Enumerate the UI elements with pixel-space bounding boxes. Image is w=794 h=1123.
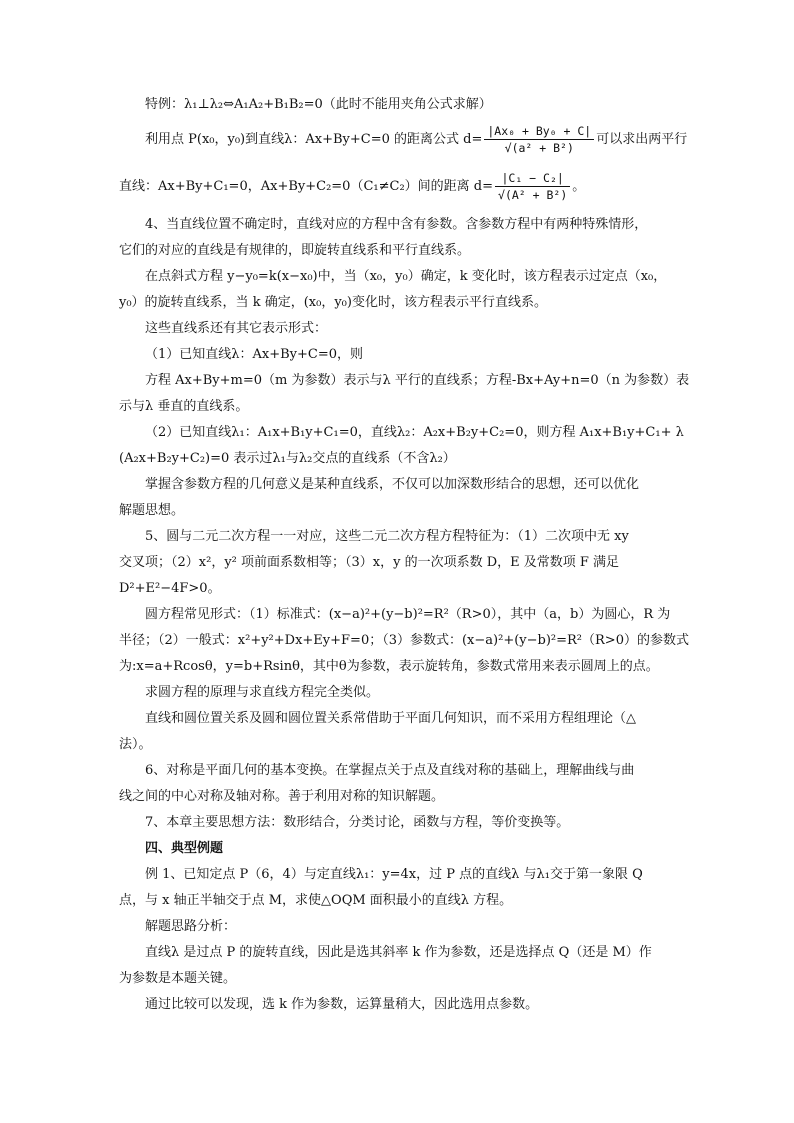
fraction-denominator: √(A² + B²) — [498, 188, 568, 202]
text-segment: 。 — [572, 179, 586, 194]
document-body — [119, 92, 690, 1018]
paragraph-line: 4、当直线位置不确定时，直线对应的方程中含有参数。含参数方程中有两种特殊情形， — [145, 217, 648, 232]
paragraph-line: 解题思路分析： — [145, 919, 237, 934]
paragraph-line: 求圆方程的原理与求直线方程完全类似。 — [145, 685, 380, 700]
text-segment: 利用点 P(x₀，y₀)到直线λ：Ax+By+C=0 的距离公式 d= — [145, 132, 483, 147]
fraction-denominator: √(a² + B²) — [504, 141, 574, 155]
paragraph-line: （1）已知直线λ：Ax+By+C=0，则 — [145, 347, 364, 362]
paragraph-special-case: 特例：λ₁⊥λ₂⇔A₁A₂+B₁B₂=0（此时不能用夹角公式求解） — [145, 97, 492, 112]
paragraph-line: 方程 Ax+By+m=0（m 为参数）表示与λ 平行的直线系；方程-Bx+Ay+n=0（n 为参数）表 — [145, 373, 690, 388]
paragraph-parallel-distance — [119, 162, 675, 212]
paragraph-line: 在点斜式方程 y−y₀=k(x−x₀)中，当（x₀，y₀）确定，k 变化时，该方程表示过定点（x₀， — [145, 269, 667, 284]
paragraph-line: 线之间的中心对称及轴对称。善于利用对称的知识解题。 — [119, 789, 445, 804]
paragraph-line: 5、圆与二元二次方程一一对应，这些二元二次方程方程特征为：（1）二次项中无 xy — [145, 529, 629, 544]
paragraph-line: 这些直线系还有其它表示形式： — [145, 321, 328, 336]
paragraph-distance-formula — [119, 118, 688, 162]
section-heading: 四、典型例题 — [145, 841, 224, 856]
paragraph-line: 直线和圆位置关系及圆和圆位置关系常借助于平面几何知识，而不采用方程组理论（△ — [145, 711, 636, 726]
paragraph-line: 通过比较可以发现，选 k 作为参数，运算量稍大，因此选用点参数。 — [145, 997, 539, 1012]
paragraph-line: y₀）的旋转直线系，当 k 确定，(x₀，y₀)变化时，该方程表示平行直线系。 — [119, 295, 547, 310]
paragraph-line: （2）已知直线λ₁：A₁x+B₁y+C₁=0，直线λ₂：A₂x+B₂y+C₂=0，则方程 A₁x+B₁y+C₁+ λ — [145, 425, 684, 440]
paragraph-line: 示与λ 垂直的直线系。 — [119, 399, 249, 414]
paragraph-line: 掌握含参数方程的几何意义是某种直线系，不仅可以加深数形结合的思想，还可以优化 — [145, 477, 640, 492]
paragraph-line: D²+E²−4F>0。 — [119, 581, 221, 596]
paragraph-line: 半径；（2）一般式：x²+y²+Dx+Ey+F=0；（3）参数式：(x−a)²+(y−b)²=R²（R>0）的参数式 — [119, 633, 689, 648]
paragraph-line: 它们的对应的直线是有规律的，即旋转直线系和平行直线系。 — [119, 243, 471, 258]
paragraph-line: 直线λ 是过点 P 的旋转直线，因此是选其斜率 k 作为参数，还是选择点 Q（还是 M）作 — [145, 945, 652, 960]
fraction-numerator: |Ax₀ + By₀ + C| — [484, 123, 594, 140]
text-segment: 可以求出两平行 — [596, 132, 688, 147]
paragraph-line: 法）。 — [119, 737, 152, 752]
paragraph-line: 点，与 x 轴正半轴交于点 M，求使△OQM 面积最小的直线λ 方程。 — [119, 893, 513, 908]
paragraph-line: 6、对称是平面几何的基本变换。在掌握点关于点及直线对称的基础上，理解曲线与曲 — [145, 763, 635, 778]
fraction-numerator: |C₁ − C₂| — [495, 170, 570, 187]
paragraph-line: 解题思想。 — [119, 503, 185, 518]
paragraph-line: 7、本章主要思想方法：数形结合，分类讨论，函数与方程，等价变换等。 — [145, 815, 570, 830]
paragraph-line: 例 1、已知定点 P（6，4）与定直线λ₁：y=4x，过 P 点的直线λ 与λ₁交于第一象限 Q — [145, 867, 643, 882]
paragraph-line: 交叉项；（2）x²，y² 项前面系数相等；（3）x，y 的一次项系数 D，E 及常数项 F 满足 — [119, 555, 620, 570]
paragraph-line: (A₂x+B₂y+C₂)=0 表示过λ₁与λ₂交点的直线系（不含λ₂） — [119, 451, 456, 466]
text-segment: 直线：Ax+By+C₁=0，Ax+By+C₂=0（C₁≠C₂）间的距离 d= — [119, 179, 494, 194]
distance-fraction — [484, 123, 594, 156]
paragraph-line: 为参数是本题关键。 — [119, 971, 237, 986]
paragraph-line: 为:x=a+Rcosθ，y=b+Rsinθ，其中θ为参数，表示旋转角，参数式常用来表示圆周上的点。 — [119, 659, 659, 674]
parallel-distance-fraction — [495, 170, 570, 203]
paragraph-line: 圆方程常见形式：（1）标准式：(x−a)²+(y−b)²=R²（R>0），其中（a，b）为圆心，R 为 — [145, 607, 671, 622]
